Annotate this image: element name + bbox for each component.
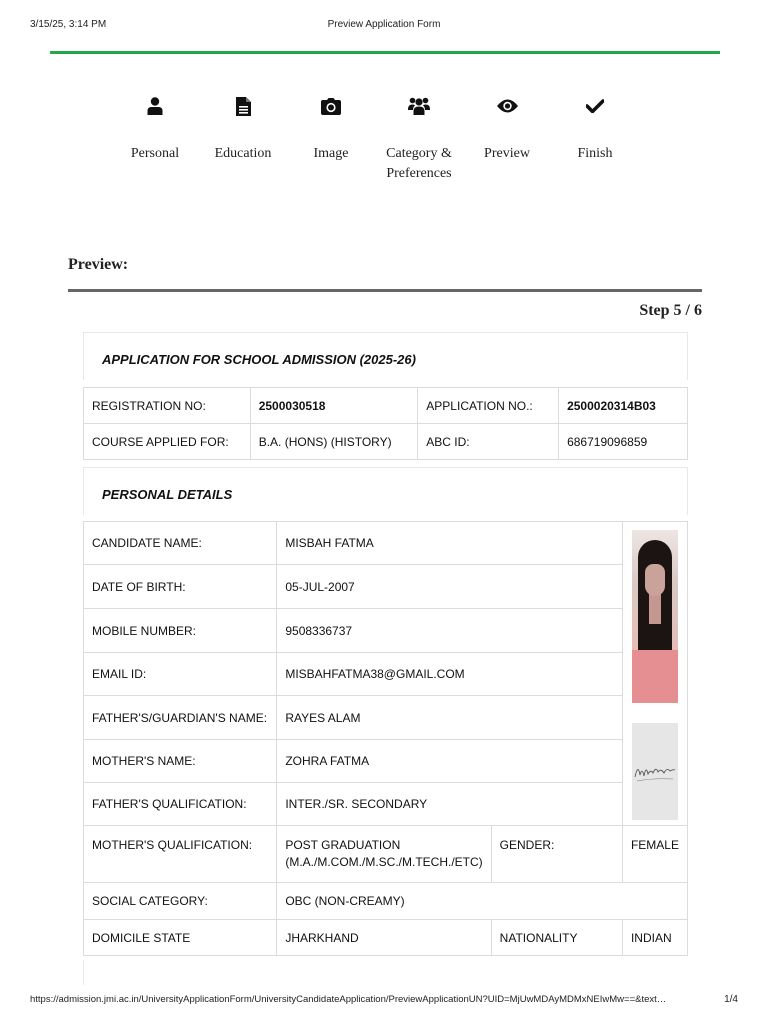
dob-label: DATE OF BIRTH: [84,565,277,609]
personal-section-header [83,467,688,515]
social-category-value: OBC (NON-CREAMY) [277,883,688,920]
mother-qualification-value [277,826,491,883]
table-row [84,740,688,783]
section-border [83,960,84,985]
table-row [84,920,688,956]
nationality-value: INDIAN [622,920,687,956]
father-qualification-label: FATHER'S QUALIFICATION: [84,783,277,826]
progress-steps [110,95,640,195]
step-label: Preview [484,146,530,161]
table-row [84,522,688,565]
course-label: COURSE APPLIED FOR: [84,424,251,460]
registration-label: REGISTRATION NO: [84,388,251,424]
page-title: Preview: [68,256,129,273]
table-row [84,565,688,609]
print-header [0,19,768,33]
header-divider [50,51,720,54]
step-label: Education [214,146,272,161]
application-section-header [83,332,688,380]
candidate-label: CANDIDATE NAME: [84,522,277,565]
personal-details-table [83,521,688,956]
registration-value: 2500030518 [250,388,418,424]
camera-icon [286,95,376,117]
table-row [84,388,688,424]
photo-signature-cell [622,522,687,826]
step-preview[interactable] [462,95,552,164]
step-finish[interactable] [550,95,640,164]
mother-label: MOTHER'S NAME: [84,740,277,783]
eye-icon [462,95,552,117]
table-row [84,424,688,460]
gender-value: FEMALE [622,826,687,883]
step-image[interactable] [286,95,376,164]
section-title: PERSONAL DETAILS [102,487,233,502]
course-value: B.A. (HONS) (HISTORY) [250,424,418,460]
table-row [84,653,688,696]
abc-value: 686719096859 [559,424,688,460]
step-category-preferences[interactable] [374,95,464,184]
mobile-label: MOBILE NUMBER: [84,609,277,653]
application-info-table [83,387,688,460]
candidate-value: MISBAH FATMA [277,522,623,565]
mother-qualification-line-2: (M.A./M.COM./M.SC./M.TECH./ETC) [285,855,483,869]
step-label: Image [313,146,349,161]
social-category-label: SOCIAL CATEGORY: [84,883,277,920]
print-date: 3/15/25, 3:14 PM [30,19,107,30]
table-row [84,826,688,883]
step-label: Category & Preferences [386,146,452,181]
email-value: MISBAHFATMA38@GMAIL.COM [277,653,623,696]
title-divider [68,289,702,292]
print-url: https://admission.jmi.ac.in/UniversityApplicationForm/UniversityCandidateApplication/PreviewApplicationUN?UID=MjUwMDAyMDMxNEIwMw==&text… [30,994,667,1005]
abc-label: ABC ID: [418,424,559,460]
father-label: FATHER'S/GUARDIAN'S NAME: [84,696,277,740]
application-value: 2500020314B03 [559,388,688,424]
application-label: APPLICATION NO.: [418,388,559,424]
mother-qualification-label: MOTHER'S QUALIFICATION: [84,826,277,883]
domicile-label: DOMICILE STATE [84,920,277,956]
domicile-value: JHARKHAND [277,920,491,956]
page-number: 1/4 [724,994,738,1005]
mother-value: ZOHRA FATMA [277,740,623,783]
users-icon [374,95,464,117]
document-icon [198,95,288,117]
user-icon [110,95,200,117]
check-icon [550,95,640,117]
table-row [84,883,688,920]
step-label: Finish [577,146,613,161]
father-value: RAYES ALAM [277,696,623,740]
dob-value: 05-JUL-2007 [277,565,623,609]
email-label: EMAIL ID: [84,653,277,696]
candidate-signature [632,723,678,820]
mobile-value: 9508336737 [277,609,623,653]
step-education[interactable] [198,95,288,164]
gender-label: GENDER: [491,826,622,883]
father-qualification-value: INTER./SR. SECONDARY [277,783,623,826]
step-personal[interactable] [110,95,200,164]
step-counter: Step 5 / 6 [639,302,702,319]
table-row [84,696,688,740]
print-title: Preview Application Form [327,19,441,30]
table-row [84,609,688,653]
nationality-label: NATIONALITY [491,920,622,956]
mother-qualification-line-1: POST GRADUATION [285,838,401,852]
section-title: APPLICATION FOR SCHOOL ADMISSION (2025-26) [102,352,416,367]
candidate-photo [632,530,678,703]
table-row [84,783,688,826]
step-label: Personal [130,146,180,161]
